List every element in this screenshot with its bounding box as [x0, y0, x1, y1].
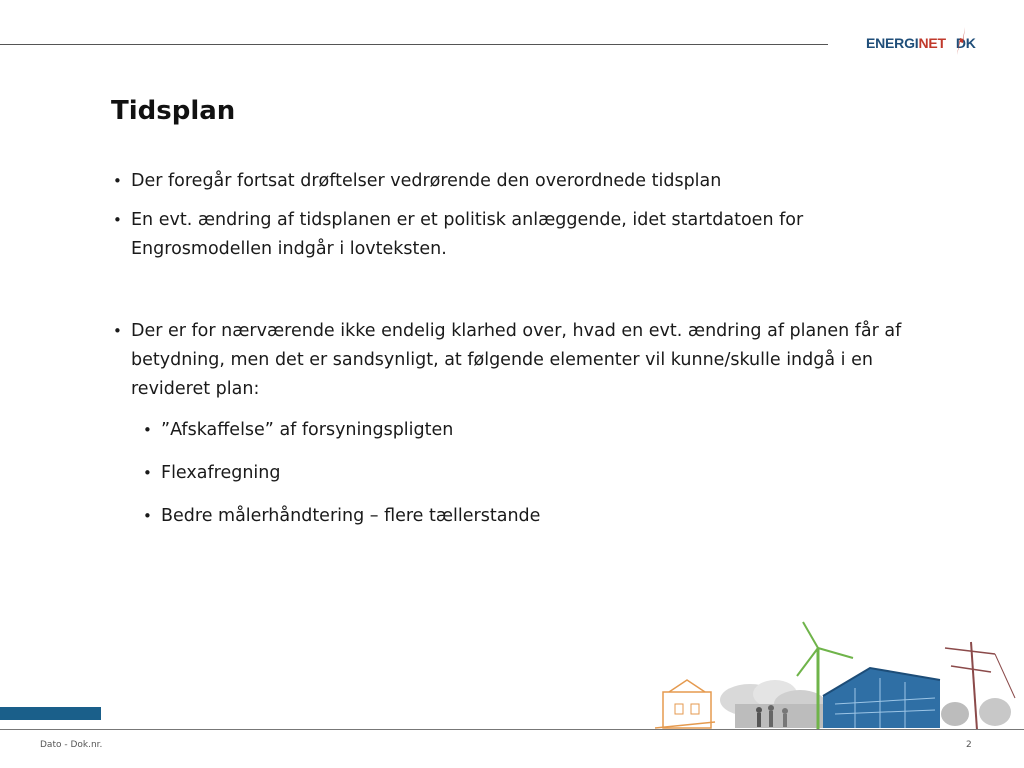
footer-divider — [0, 729, 1024, 730]
logo-accent: NET — [918, 35, 946, 51]
footer-accent-bar — [0, 707, 101, 720]
energinet-logo — [866, 26, 990, 58]
logo-brand: ENERGI — [866, 35, 919, 51]
sub-bullet-item: • Flexafregning — [141, 459, 911, 488]
energy-landscape-illustration — [655, 618, 1024, 730]
logo-suffix: DK — [955, 35, 976, 51]
sub-bullet-item: • Bedre målerhåndtering – flere tællerstande — [141, 502, 911, 531]
logo-slash-icon — [954, 26, 968, 56]
sub-bullet-list — [111, 416, 911, 531]
slide-body — [111, 167, 911, 545]
bullet-item: • Der er for nærværende ikke endelig klarhed over, hvad en evt. ændring af planen får af betydning, men det er sandsynligt, at følgende elementer vil kunne/skulle indgå i en revideret plan: — [111, 317, 911, 404]
page-number: 2 — [966, 740, 972, 750]
footer-date-docnr: Dato - Dok.nr. — [40, 740, 103, 750]
header-divider — [0, 44, 828, 45]
sub-bullet-item: • ”Afskaffelse” af forsyningspligten — [141, 416, 911, 445]
slide-title: Tidsplan — [111, 96, 236, 126]
bullet-item: • En evt. ændring af tidsplanen er et politisk anlæggende, idet startdatoen for Engrosmodellen indgår i lovteksten. — [111, 206, 911, 264]
bullet-item: • Der foregår fortsat drøftelser vedrørende den overordnede tidsplan — [111, 167, 911, 196]
